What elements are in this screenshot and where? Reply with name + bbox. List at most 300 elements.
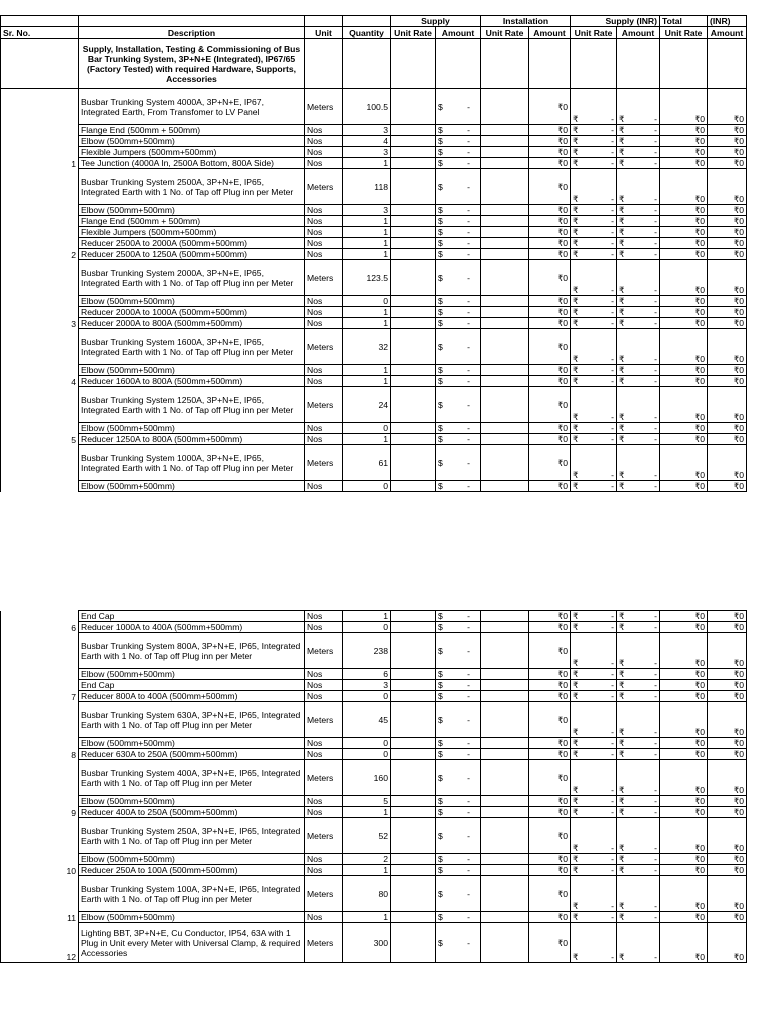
dash-value: - — [467, 888, 470, 899]
dash-value: - — [611, 796, 614, 806]
item-description: Busbar Trunking System 1250A, 3P+N+E, IP65, Integrated Earth with 1 No. of Tap off Plug inn per Meter — [79, 387, 305, 423]
install-amount — [436, 387, 481, 423]
table-row — [1, 318, 747, 329]
supply-inr-amount-wrap — [619, 194, 657, 204]
supply-unit-rate — [391, 89, 436, 125]
install-unit-rate — [481, 680, 529, 691]
item-quantity: 3 — [343, 205, 391, 216]
rupee-symbol: ₹ — [619, 125, 625, 135]
dash-value: - — [611, 658, 614, 668]
item-unit: Meters — [305, 169, 343, 205]
supply-inr-unit-rate-wrap — [573, 376, 614, 386]
sr-no-cell: 11 — [1, 876, 79, 923]
rupee-symbol: ₹ — [573, 423, 579, 433]
install-unit-rate — [481, 854, 529, 865]
dash-value: - — [611, 216, 614, 226]
supply-inr-unit-rate — [571, 680, 617, 691]
item-description: Elbow (500mm+500mm) — [79, 796, 305, 807]
install-unit-rate — [481, 865, 529, 876]
supply-inr-unit-rate-wrap — [573, 434, 614, 444]
dash-value: - — [467, 147, 470, 157]
dash-value: - — [611, 622, 614, 632]
dash-value: - — [654, 481, 657, 491]
total-unit-rate-value: ₹0 — [660, 158, 708, 169]
install-amount-value: ₹0 — [529, 376, 571, 387]
dash-value: - — [654, 738, 657, 748]
install-amount-value: ₹0 — [529, 796, 571, 807]
total-amount-value: ₹0 — [708, 818, 747, 854]
install-amount-value: ₹0 — [529, 158, 571, 169]
dash-value: - — [467, 622, 470, 632]
item-unit: Nos — [305, 680, 343, 691]
item-unit: Nos — [305, 691, 343, 702]
install-amount-value: ₹0 — [529, 818, 571, 854]
item-unit: Meters — [305, 876, 343, 912]
item-description: Busbar Trunking System 250A, 3P+N+E, IP65, Integrated Earth with 1 No. of Tap off Plug inn per Meter — [79, 818, 305, 854]
install-unit-rate — [481, 622, 529, 633]
supply-inr-unit-rate — [571, 260, 617, 296]
dollar-symbol: $ — [438, 937, 443, 948]
install-unit-rate — [481, 318, 529, 329]
supply-inr-unit-rate — [571, 387, 617, 423]
supply-inr-unit-rate-wrap — [573, 611, 614, 621]
dollar-wrap — [438, 227, 478, 237]
dollar-symbol: $ — [438, 865, 443, 875]
rupee-symbol: ₹ — [573, 854, 579, 864]
supply-inr-amount — [617, 923, 660, 963]
supply-inr-unit-rate — [571, 249, 617, 260]
dollar-symbol: $ — [438, 249, 443, 259]
header-installation: Installation — [481, 16, 571, 27]
supply-inr-unit-rate-wrap — [573, 481, 614, 491]
supply-inr-amount-wrap — [619, 785, 657, 795]
item-unit: Meters — [305, 818, 343, 854]
item-quantity: 52 — [343, 818, 391, 854]
dash-value: - — [611, 481, 614, 491]
dash-value: - — [611, 749, 614, 759]
dollar-wrap — [438, 273, 478, 283]
dash-value: - — [611, 249, 614, 259]
install-unit-rate — [481, 691, 529, 702]
header-total: Total — [660, 16, 708, 27]
total-amount-value: ₹0 — [708, 669, 747, 680]
supply-inr-unit-rate — [571, 818, 617, 854]
total-unit-rate-value: ₹0 — [660, 738, 708, 749]
item-unit: Nos — [305, 125, 343, 136]
supply-inr-unit-rate-wrap — [573, 285, 614, 295]
sr-no-cell — [1, 445, 79, 492]
dollar-wrap — [438, 249, 478, 259]
item-description: Reducer 630A to 250A (500mm+500mm) — [79, 749, 305, 760]
dash-value: - — [611, 952, 614, 962]
dollar-wrap — [438, 938, 478, 948]
dollar-symbol: $ — [438, 645, 443, 656]
total-amount-value: ₹0 — [708, 136, 747, 147]
item-quantity: 1 — [343, 434, 391, 445]
dash-value: - — [611, 136, 614, 146]
item-quantity: 0 — [343, 296, 391, 307]
item-unit: Nos — [305, 669, 343, 680]
dash-value: - — [467, 216, 470, 226]
install-unit-rate — [481, 89, 529, 125]
total-amount-value: ₹0 — [708, 169, 747, 205]
item-quantity: 3 — [343, 680, 391, 691]
dollar-wrap — [438, 434, 478, 444]
supply-inr-unit-rate-wrap — [573, 843, 614, 853]
supply-inr-amount-wrap — [619, 147, 657, 157]
dollar-wrap — [438, 807, 478, 817]
table-row — [1, 876, 747, 912]
supply-unit-rate — [391, 329, 436, 365]
total-unit-rate-value: ₹0 — [660, 318, 708, 329]
install-unit-rate — [481, 876, 529, 912]
dash-value: - — [467, 865, 470, 875]
supply-inr-amount — [617, 365, 660, 376]
rupee-symbol: ₹ — [619, 216, 625, 226]
supply-inr-unit-rate-wrap — [573, 912, 614, 922]
intro-row — [1, 39, 747, 89]
dollar-symbol: $ — [438, 158, 443, 168]
rupee-symbol: ₹ — [619, 114, 625, 124]
supply-unit-rate — [391, 376, 436, 387]
rupee-symbol: ₹ — [619, 158, 625, 168]
rupee-symbol: ₹ — [573, 412, 579, 422]
header-sr-no: Sr. No. — [1, 27, 79, 39]
item-description: Reducer 800A to 400A (500mm+500mm) — [79, 691, 305, 702]
dash-value: - — [654, 843, 657, 853]
dollar-wrap — [438, 400, 478, 410]
rupee-symbol: ₹ — [573, 611, 579, 621]
supply-inr-unit-rate — [571, 807, 617, 818]
install-unit-rate — [481, 434, 529, 445]
dash-value: - — [467, 714, 470, 725]
install-unit-rate — [481, 749, 529, 760]
rupee-symbol: ₹ — [573, 912, 579, 922]
total-unit-rate-value: ₹0 — [660, 912, 708, 923]
install-unit-rate — [481, 136, 529, 147]
item-description: Elbow (500mm+500mm) — [79, 423, 305, 434]
install-amount-value: ₹0 — [529, 622, 571, 633]
dollar-wrap — [438, 738, 478, 748]
rupee-symbol: ₹ — [619, 136, 625, 146]
table-row — [1, 680, 747, 691]
dollar-symbol: $ — [438, 772, 443, 783]
supply-inr-unit-rate-wrap — [573, 194, 614, 204]
item-quantity: 238 — [343, 633, 391, 669]
dollar-symbol: $ — [438, 669, 443, 679]
table-row — [1, 205, 747, 216]
table-row — [1, 818, 747, 854]
table-row — [1, 854, 747, 865]
dash-value: - — [467, 238, 470, 248]
total-unit-rate-value: ₹0 — [660, 622, 708, 633]
rupee-symbol: ₹ — [619, 194, 625, 204]
dollar-symbol: $ — [438, 434, 443, 444]
install-amount-value: ₹0 — [529, 227, 571, 238]
item-unit: Nos — [305, 423, 343, 434]
install-amount-value: ₹0 — [529, 249, 571, 260]
supply-inr-amount-wrap — [619, 738, 657, 748]
dollar-wrap — [438, 318, 478, 328]
supply-inr-unit-rate-wrap — [573, 865, 614, 875]
dash-value: - — [467, 796, 470, 806]
install-amount — [436, 205, 481, 216]
item-quantity: 0 — [343, 691, 391, 702]
total-unit-rate-value: ₹0 — [660, 329, 708, 365]
rupee-symbol: ₹ — [573, 669, 579, 679]
supply-inr-unit-rate-wrap — [573, 249, 614, 259]
dollar-wrap — [438, 889, 478, 899]
intro-empty — [481, 39, 529, 89]
supply-inr-amount-wrap — [619, 727, 657, 737]
supply-unit-rate — [391, 912, 436, 923]
supply-inr-amount-wrap — [619, 807, 657, 817]
table-row — [1, 89, 747, 125]
total-amount-value: ₹0 — [708, 296, 747, 307]
boq-table-1 — [0, 15, 747, 492]
install-amount — [436, 329, 481, 365]
table-row — [1, 147, 747, 158]
supply-inr-amount-wrap — [619, 912, 657, 922]
install-amount-value: ₹0 — [529, 387, 571, 423]
total-amount-value: ₹0 — [708, 854, 747, 865]
item-quantity: 1 — [343, 318, 391, 329]
item-quantity: 6 — [343, 669, 391, 680]
supply-inr-unit-rate — [571, 169, 617, 205]
total-unit-rate-value: ₹0 — [660, 669, 708, 680]
dash-value: - — [654, 147, 657, 157]
dash-value: - — [611, 227, 614, 237]
total-unit-rate-value: ₹0 — [660, 760, 708, 796]
supply-inr-unit-rate — [571, 865, 617, 876]
install-amount-value: ₹0 — [529, 205, 571, 216]
install-amount — [436, 423, 481, 434]
install-amount — [436, 738, 481, 749]
item-quantity: 0 — [343, 481, 391, 492]
dollar-symbol: $ — [438, 365, 443, 375]
supply-unit-rate — [391, 423, 436, 434]
supply-inr-amount-wrap — [619, 296, 657, 306]
table-row — [1, 365, 747, 376]
dash-value: - — [467, 691, 470, 701]
item-unit: Nos — [305, 481, 343, 492]
supply-inr-amount — [617, 318, 660, 329]
rupee-symbol: ₹ — [619, 238, 625, 248]
dollar-symbol: $ — [438, 830, 443, 841]
total-amount-value: ₹0 — [708, 912, 747, 923]
item-description: Flexible Jumpers (500mm+500mm) — [79, 147, 305, 158]
supply-inr-amount-wrap — [619, 376, 657, 386]
total-unit-rate-value: ₹0 — [660, 923, 708, 963]
item-unit: Nos — [305, 796, 343, 807]
dash-value: - — [654, 680, 657, 690]
supply-inr-amount-wrap — [619, 691, 657, 701]
item-unit: Meters — [305, 445, 343, 481]
item-unit: Nos — [305, 365, 343, 376]
dollar-symbol: $ — [438, 691, 443, 701]
supply-unit-rate — [391, 445, 436, 481]
table-row — [1, 807, 747, 818]
supply-inr-unit-rate-wrap — [573, 114, 614, 124]
rupee-symbol: ₹ — [573, 125, 579, 135]
total-amount-value: ₹0 — [708, 329, 747, 365]
dollar-symbol: $ — [438, 807, 443, 817]
supply-inr-amount-wrap — [619, 423, 657, 433]
total-unit-rate-value: ₹0 — [660, 611, 708, 622]
install-unit-rate — [481, 760, 529, 796]
install-amount — [436, 89, 481, 125]
install-unit-rate — [481, 818, 529, 854]
item-unit: Nos — [305, 376, 343, 387]
supply-unit-rate — [391, 434, 436, 445]
rupee-symbol: ₹ — [573, 680, 579, 690]
supply-inr-amount-wrap — [619, 749, 657, 759]
supply-unit-rate — [391, 205, 436, 216]
install-amount-value: ₹0 — [529, 807, 571, 818]
total-amount-value: ₹0 — [708, 158, 747, 169]
dash-value: - — [611, 125, 614, 135]
supply-inr-unit-rate — [571, 760, 617, 796]
supply-inr-unit-rate — [571, 702, 617, 738]
supply-inr-amount-wrap — [619, 481, 657, 491]
dollar-symbol: $ — [438, 680, 443, 690]
item-unit: Meters — [305, 89, 343, 125]
supply-inr-unit-rate-wrap — [573, 807, 614, 817]
item-quantity: 0 — [343, 738, 391, 749]
supply-inr-amount — [617, 216, 660, 227]
supply-inr-unit-rate — [571, 238, 617, 249]
install-amount — [436, 227, 481, 238]
rupee-symbol: ₹ — [573, 147, 579, 157]
install-unit-rate — [481, 238, 529, 249]
rupee-symbol: ₹ — [619, 227, 625, 237]
item-unit: Nos — [305, 611, 343, 622]
dash-value: - — [654, 434, 657, 444]
supply-inr-amount-wrap — [619, 114, 657, 124]
dash-value: - — [467, 341, 470, 352]
dollar-wrap — [438, 376, 478, 386]
rupee-symbol: ₹ — [619, 854, 625, 864]
item-unit: Nos — [305, 912, 343, 923]
header-supply-inr: Supply (INR) — [571, 16, 660, 27]
total-amount-value: ₹0 — [708, 445, 747, 481]
dash-value: - — [467, 101, 470, 112]
item-description: Reducer 2500A to 2000A (500mm+500mm) — [79, 238, 305, 249]
supply-inr-amount — [617, 691, 660, 702]
total-unit-rate-value: ₹0 — [660, 136, 708, 147]
supply-inr-amount-wrap — [619, 843, 657, 853]
supply-inr-unit-rate — [571, 216, 617, 227]
install-amount — [436, 691, 481, 702]
dash-value: - — [654, 912, 657, 922]
supply-inr-amount — [617, 89, 660, 125]
dash-value: - — [467, 680, 470, 690]
dash-value: - — [467, 738, 470, 748]
dollar-symbol: $ — [438, 622, 443, 632]
total-amount-value: ₹0 — [708, 738, 747, 749]
total-unit-rate-value: ₹0 — [660, 423, 708, 434]
supply-inr-unit-rate — [571, 854, 617, 865]
total-amount-value: ₹0 — [708, 423, 747, 434]
item-quantity: 1 — [343, 227, 391, 238]
total-unit-rate-value: ₹0 — [660, 216, 708, 227]
supply-inr-amount — [617, 912, 660, 923]
install-unit-rate — [481, 738, 529, 749]
supply-inr-unit-rate-wrap — [573, 680, 614, 690]
supply-unit-rate — [391, 238, 436, 249]
dash-value: - — [654, 865, 657, 875]
install-unit-rate — [481, 611, 529, 622]
install-unit-rate — [481, 702, 529, 738]
install-amount — [436, 169, 481, 205]
supply-inr-amount — [617, 760, 660, 796]
total-unit-rate-value: ₹0 — [660, 807, 708, 818]
dash-value: - — [611, 354, 614, 364]
item-quantity: 3 — [343, 147, 391, 158]
supply-inr-amount — [617, 854, 660, 865]
total-amount-value: ₹0 — [708, 147, 747, 158]
supply-inr-amount-wrap — [619, 658, 657, 668]
header-unit-rate: Unit Rate — [391, 27, 436, 39]
install-amount-value: ₹0 — [529, 89, 571, 125]
supply-unit-rate — [391, 169, 436, 205]
rupee-symbol: ₹ — [573, 205, 579, 215]
supply-inr-unit-rate — [571, 749, 617, 760]
intro-empty — [660, 39, 708, 89]
dash-value: - — [467, 669, 470, 679]
supply-inr-unit-rate-wrap — [573, 658, 614, 668]
item-quantity: 1 — [343, 249, 391, 260]
supply-inr-amount-wrap — [619, 470, 657, 480]
table-row — [1, 691, 747, 702]
install-unit-rate — [481, 365, 529, 376]
item-description: Busbar Trunking System 800A, 3P+N+E, IP65, Integrated Earth with 1 No. of Tap off Plug inn per Meter — [79, 633, 305, 669]
item-quantity: 1 — [343, 307, 391, 318]
table-row — [1, 169, 747, 205]
install-unit-rate — [481, 923, 529, 963]
dollar-symbol: $ — [438, 714, 443, 725]
supply-inr-amount — [617, 622, 660, 633]
supply-unit-rate — [391, 307, 436, 318]
total-unit-rate-value: ₹0 — [660, 387, 708, 423]
total-amount-value: ₹0 — [708, 125, 747, 136]
dash-value: - — [467, 481, 470, 491]
dash-value: - — [467, 318, 470, 328]
dash-value: - — [611, 194, 614, 204]
install-unit-rate — [481, 387, 529, 423]
supply-inr-amount — [617, 865, 660, 876]
table-row — [1, 260, 747, 296]
dollar-wrap — [438, 854, 478, 864]
total-amount-value: ₹0 — [708, 318, 747, 329]
item-unit: Meters — [305, 387, 343, 423]
supply-inr-unit-rate-wrap — [573, 136, 614, 146]
supply-inr-unit-rate — [571, 136, 617, 147]
supply-inr-amount — [617, 147, 660, 158]
supply-unit-rate — [391, 854, 436, 865]
install-amount-value: ₹0 — [529, 260, 571, 296]
total-amount-value: ₹0 — [708, 387, 747, 423]
supply-inr-amount — [617, 329, 660, 365]
item-unit: Nos — [305, 136, 343, 147]
item-unit: Meters — [305, 702, 343, 738]
rupee-symbol: ₹ — [619, 785, 625, 795]
intro-empty — [708, 39, 747, 89]
item-unit: Nos — [305, 434, 343, 445]
supply-inr-unit-rate — [571, 376, 617, 387]
item-description: Reducer 2000A to 1000A (500mm+500mm) — [79, 307, 305, 318]
supply-inr-amount — [617, 481, 660, 492]
